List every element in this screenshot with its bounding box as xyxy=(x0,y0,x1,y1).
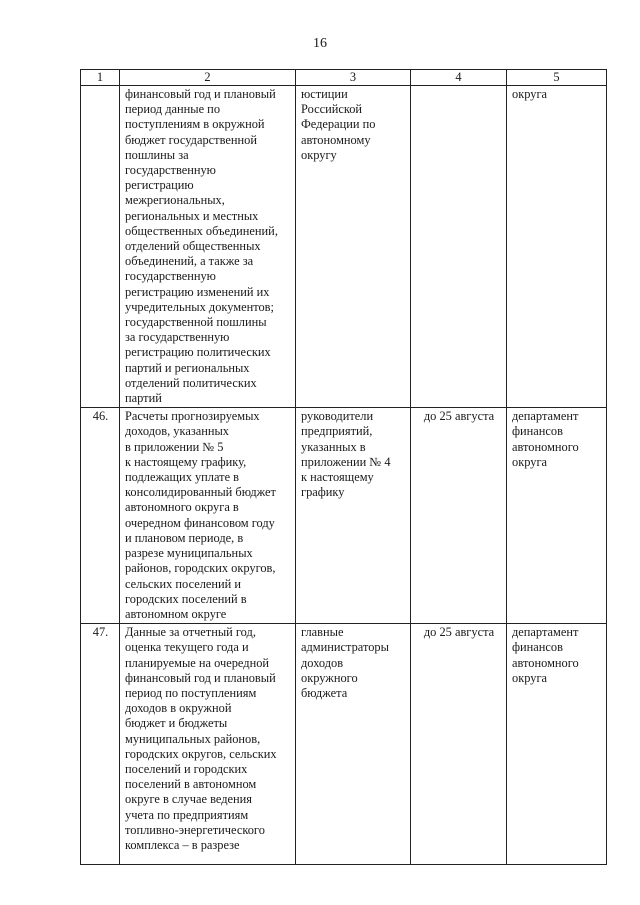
cell-line: поселений и городских xyxy=(125,761,248,776)
cell-line: учредительных документов; xyxy=(125,299,274,314)
cell-line: приложении № 4 xyxy=(301,454,391,469)
cell-line: период по поступлениям xyxy=(125,685,257,700)
cell-line: муниципальных районов, xyxy=(125,731,261,746)
cell-line: главные xyxy=(301,625,344,640)
header-col-2: 2 xyxy=(120,70,296,86)
cell-line: партий xyxy=(125,391,162,406)
header-col-3: 3 xyxy=(296,70,411,86)
cell-line: округе в случае ведения xyxy=(125,792,252,807)
cell-line: бюджет и бюджеты xyxy=(125,716,228,731)
cell-line: доходов в окружной xyxy=(125,701,232,716)
row-number-cell: 47. xyxy=(81,624,120,865)
deadline-cell xyxy=(411,86,507,408)
cell-line: подлежащих уплате в xyxy=(125,470,240,485)
cell-line: пошлины за xyxy=(125,147,189,162)
cell-line: сельских поселений и xyxy=(125,576,242,591)
responsible-cell xyxy=(296,408,411,624)
cell-line: финансов xyxy=(512,640,563,655)
cell-line: поселений в автономном xyxy=(125,777,257,792)
header-col-1: 1 xyxy=(81,70,120,86)
cell-line: и плановом периоде, в xyxy=(125,530,244,545)
cell-line: поступлениям в окружной xyxy=(125,117,265,132)
cell-line: юстиции xyxy=(301,87,348,101)
cell-line: государственную xyxy=(125,269,216,284)
cell-line: округа xyxy=(512,454,548,469)
cell-line: предприятий, xyxy=(301,424,373,439)
cell-line: доходов, указанных xyxy=(125,424,230,439)
cell-line: разрезе муниципальных xyxy=(125,546,253,561)
row-number-cell xyxy=(81,86,120,408)
cell-line: автономному xyxy=(301,132,371,147)
table-row-47 xyxy=(81,624,607,865)
cell-line: районов, городских округов, xyxy=(125,561,276,576)
description-cell xyxy=(120,408,296,624)
cell-line: автономного xyxy=(512,439,579,454)
cell-line: округу xyxy=(301,147,337,162)
cell-line: бюджет государственной xyxy=(125,132,257,147)
cell-line: указанных в xyxy=(301,439,366,454)
cell-line: регистрацию политических xyxy=(125,345,271,360)
cell-line: округа xyxy=(512,87,548,101)
cell-line: руководители xyxy=(301,409,374,424)
cell-line: комплекса – в разрезе xyxy=(125,837,240,852)
cell-line: автономного xyxy=(512,655,579,670)
cell-line: период данные по xyxy=(125,102,221,117)
header-col-5: 5 xyxy=(507,70,607,86)
cell-line: государственную xyxy=(125,163,216,178)
page-number: 16 xyxy=(313,36,327,51)
cell-line: партий и региональных xyxy=(125,360,250,375)
cell-line: межрегиональных, xyxy=(125,193,225,208)
cell-line: городских округов, сельских xyxy=(125,746,277,761)
cell-line: планируемые на очередной xyxy=(125,655,270,670)
cell-line: объединений, а также за xyxy=(125,254,254,269)
cell-line: окружного xyxy=(301,670,358,685)
cell-line: департамент xyxy=(512,409,579,424)
cell-line: округа xyxy=(512,670,548,685)
cell-line: в приложении № 5 xyxy=(125,439,224,454)
cell-line: финансов xyxy=(512,424,563,439)
cell-line: администраторы xyxy=(301,640,389,655)
cell-line: региональных и местных xyxy=(125,208,259,223)
responsible-cell xyxy=(296,624,411,865)
cell-line: городских поселений в xyxy=(125,591,247,606)
cell-line: департамент xyxy=(512,625,579,640)
cell-line: Расчеты прогнозируемых xyxy=(125,409,260,424)
cell-line: бюджета xyxy=(301,685,348,700)
cell-line: Российской xyxy=(301,102,363,117)
cell-line: учета по предприятиям xyxy=(125,807,249,822)
cell-line: оценка текущего года и xyxy=(125,640,249,655)
table-header-row xyxy=(81,70,607,86)
cell-line: государственной пошлины xyxy=(125,315,267,330)
cell-line: к настоящему графику, xyxy=(125,454,247,469)
cell-line: регистрацию изменений их xyxy=(125,284,270,299)
description-cell xyxy=(120,624,296,865)
deadline-cell: до 25 августа xyxy=(411,408,507,624)
cell-line: Федерации по xyxy=(301,117,376,132)
cell-line: топливно-энергетического xyxy=(125,822,265,837)
recipient-cell xyxy=(507,624,607,865)
recipient-cell xyxy=(507,408,607,624)
cell-line: доходов xyxy=(301,655,344,670)
cell-line: отделений общественных xyxy=(125,239,261,254)
cell-line: отделений политических xyxy=(125,375,257,390)
description-cell xyxy=(120,86,296,408)
row-number-cell: 46. xyxy=(81,408,120,624)
cell-line: общественных объединений, xyxy=(125,223,278,238)
recipient-cell xyxy=(507,86,607,408)
deadline-cell: до 25 августа xyxy=(411,624,507,865)
cell-line: очередном финансовом году xyxy=(125,515,275,530)
table-row-46 xyxy=(81,408,607,624)
table-row-continued xyxy=(81,86,607,408)
cell-line: регистрацию xyxy=(125,178,194,193)
cell-line: автономного округа в xyxy=(125,500,239,515)
cell-line: к настоящему xyxy=(301,470,374,485)
cell-line: графику xyxy=(301,485,345,500)
cell-line: финансовый год и плановый xyxy=(125,87,276,101)
cell-line: финансовый год и плановый xyxy=(125,670,276,685)
cell-line: консолидированный бюджет xyxy=(125,485,276,500)
schedule-table xyxy=(80,69,607,865)
cell-line: автономном округе xyxy=(125,606,227,621)
responsible-cell xyxy=(296,86,411,408)
header-col-4: 4 xyxy=(411,70,507,86)
cell-line: за государственную xyxy=(125,330,230,345)
cell-line: Данные за отчетный год, xyxy=(125,625,256,640)
